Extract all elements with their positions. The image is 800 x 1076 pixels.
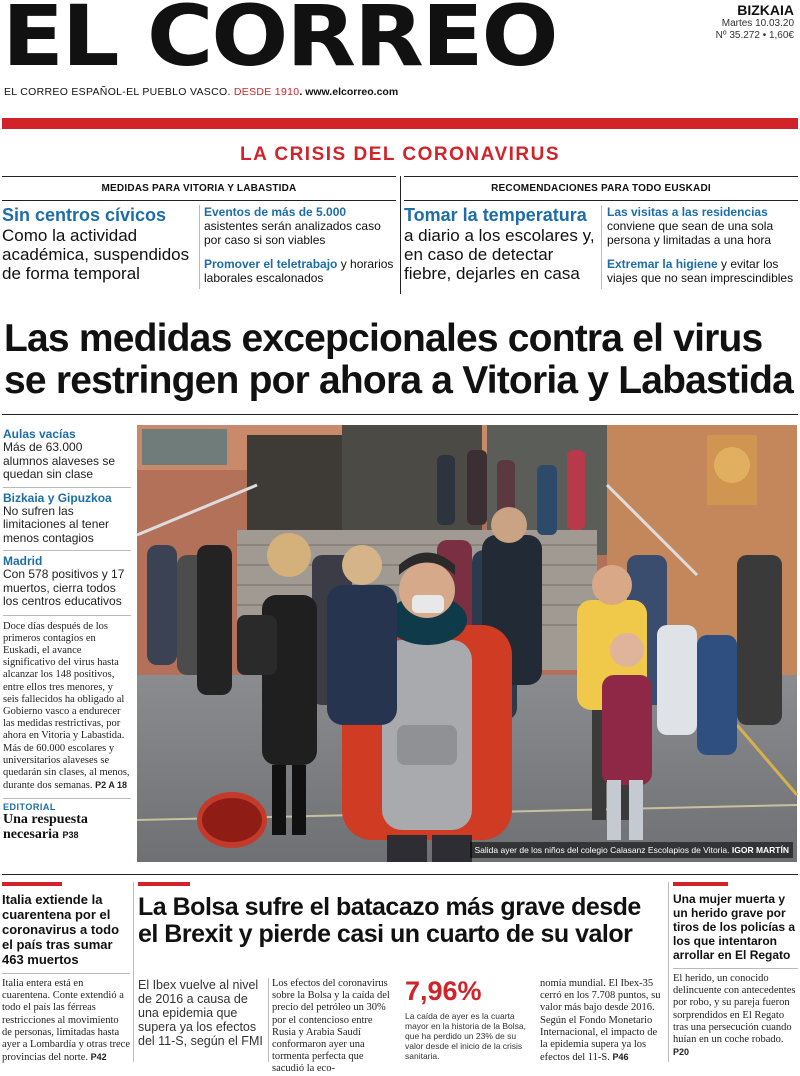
- tagline: [4, 86, 398, 98]
- story-regato-text: El herido, un conocido delincuente con antecedentes por robo, y su pareja fueron sorprendidos en El Regato tras una persecución cuando huían en un coche robado.: [673, 973, 796, 1046]
- photo-caption-text: Salida ayer de los niños del colegio Calasanz Escolapios de Vitoria.: [474, 845, 730, 855]
- bolsa-percent-text: La caída de ayer es la cuarta mayor en la historia de la Bolsa, que ha perdido un 23% de su valor desde el inicio de la crisis sanitaria.: [405, 1011, 526, 1061]
- issue-number-price: Nº 35.272 • 1,60€: [715, 30, 794, 41]
- story-regato-redbar: [673, 882, 728, 886]
- story-italia-text: Italia entera está en cuarentena. Conte extendió a todo el país las férreas restricciones al movimiento de personas, limitadas hasta ayer a Lombardía y otras trece provincias del norte.: [2, 978, 130, 1064]
- measure-events-title: Eventos de más de 5.000: [204, 205, 347, 219]
- sidebar-empty-classrooms-title: Aulas vacías: [3, 427, 76, 441]
- recommendations-box: [404, 176, 798, 294]
- measure-civic-centers-text: Como la actividad académica, suspendidos de forma temporal: [2, 226, 190, 283]
- story-bolsa[interactable]: [138, 882, 664, 948]
- story-italia-title: Italia extiende la cuarentena por el coronavirus a todo el país tras sumar 463 muertos: [2, 892, 120, 967]
- rec-visits-title: Las visitas a las residencias: [607, 205, 768, 219]
- editorial-label: EDITORIAL: [3, 802, 56, 813]
- rec-hygiene: [607, 257, 797, 285]
- bottom-rule: [2, 874, 798, 875]
- bolsa-percent: 7,96%: [405, 976, 482, 1006]
- rec-visits-text: conviene que sean de una sola persona y limitadas a una hora: [607, 219, 774, 247]
- rec-hygiene-text: y evitar los viajes que no sean imprescindibles: [607, 257, 794, 285]
- schoolyard-photo-illustration: [137, 425, 797, 862]
- divider: [601, 205, 602, 289]
- divider: [268, 978, 269, 1062]
- rec-temperature-text: a diario a los escolares y, en caso de detectar fiebre, dejarles en casa: [404, 226, 595, 283]
- story-bolsa-redbar: [138, 882, 190, 886]
- editorial-title[interactable]: [3, 812, 131, 843]
- rec-hygiene-title: Extremar la higiene: [607, 257, 718, 271]
- issue-date: Martes 10.03.20: [721, 18, 794, 29]
- section-banner: LA CRISIS DEL CORONAVIRUS: [239, 144, 561, 165]
- rec-temperature-title: Tomar la temperatura: [404, 205, 587, 225]
- measures-box-header: MEDIDAS PARA VITORIA Y LABASTIDA: [101, 183, 297, 194]
- measures-box: [2, 176, 396, 294]
- measure-telework-text: y horarios laborales escalonados: [204, 257, 394, 285]
- story-bolsa-lead: El Ibex vuelve al nivel de 2016 a causa de una epidemia que supera ya los efectos del 11-S, según el FMI: [138, 978, 263, 1048]
- story-bolsa-col4-text: nomía mundial. El Ibex-35 cerró en los 7.708 puntos, su valor más bajo desde 2016. Según el Fondo Monetario Internacional, el impacto de la epidemia supera ya los efectos del 11-S.: [540, 978, 661, 1064]
- lead-story-body: [3, 621, 131, 793]
- tagline-year: DESDE 1910: [233, 86, 300, 98]
- rec-temperature: [404, 205, 598, 283]
- measure-events: [204, 205, 394, 247]
- measure-events-text: asistentes serán analizados caso por caso si son viables: [204, 219, 381, 247]
- photo-credit: IGOR MARTÍN: [731, 845, 789, 855]
- story-italia-redbar: [2, 882, 62, 886]
- sidebar-empty-classrooms-text: Más de 63.000 alumnos alaveses se quedan sin clase: [3, 440, 116, 481]
- measure-telework: [204, 257, 394, 285]
- masthead-logo: EL CORREO: [2, 0, 557, 85]
- main-headline[interactable]: Las medidas excepcionales contra el virus se restringen por ahora a Vitoria y Labastida: [4, 317, 794, 402]
- masthead-red-rule: [2, 118, 798, 129]
- story-regato[interactable]: [673, 882, 798, 1059]
- lead-photo: [137, 425, 797, 862]
- story-regato-page-ref: P20: [673, 1047, 690, 1058]
- tagline-main: EL CORREO ESPAÑOL-EL PUEBLO VASCO.: [4, 86, 234, 98]
- box-divider: [400, 176, 401, 294]
- editorial-page-ref: P38: [62, 830, 79, 841]
- edition-label: BIZKAIA: [737, 2, 794, 18]
- measure-civic-centers-title: Sin centros cívicos: [2, 205, 167, 225]
- photo-caption: [470, 842, 793, 858]
- story-bolsa-page-ref: P46: [612, 1052, 629, 1063]
- tagline-url[interactable]: . www.elcorreo.com: [299, 86, 399, 98]
- lead-story-page-ref[interactable]: P2 A 18: [95, 780, 128, 791]
- divider: [133, 882, 134, 1062]
- sidebar: [3, 427, 131, 843]
- lead-story-text: Doce días después de los primeros contagios en Euskadi, el avance significativo del virus hasta alcanzar los 148 positivos, entre ellos tres menores, y seis fallecidos ha obligado al Gobierno vasco a endurecer las medidas restrictivas, por ahora en Vitoria y Labastida. Más de 60.000 escolares y universitarios alaveses se quedarán sin clases, al menos, durante dos semanas.: [3, 620, 130, 792]
- story-bolsa-col2: Los efectos del coronavirus sobre la Bolsa y la caída del precio del petróleo un 30% por el contencioso entre Rusia y Arabia Saudí conformaron ayer una tormenta perfecta que sacudió la eco-: [272, 978, 390, 1075]
- measure-telework-title: Promover el teletrabajo: [204, 257, 338, 271]
- sidebar-madrid-text: Con 578 positivos y 17 muertos, cierra todos los centros educativos: [3, 567, 125, 608]
- story-bolsa-stat: [405, 976, 533, 1061]
- recommendations-box-header: RECOMENDACIONES PARA TODO EUSKADI: [491, 183, 711, 194]
- divider: [668, 882, 669, 1062]
- editorial-title-text: Una respuesta necesaria: [3, 812, 88, 843]
- story-italia-body: [2, 978, 130, 1064]
- headline-rule: [2, 414, 798, 415]
- rec-visits: [607, 205, 797, 247]
- story-regato-title: Una mujer muerta y un herido grave por tiros de los policías a los que intentaron arrollar en El Regato: [673, 892, 796, 962]
- measure-civic-centers: [2, 205, 197, 283]
- divider: [199, 205, 200, 289]
- sidebar-bizkaia-title: Bizkaia y Gipuzkoa: [3, 490, 112, 505]
- sidebar-madrid-title: Madrid: [3, 554, 43, 568]
- story-italia-page-ref: P42: [90, 1052, 107, 1063]
- story-bolsa-col4: [540, 978, 666, 1064]
- story-regato-body: [673, 973, 798, 1059]
- story-italia[interactable]: [2, 882, 130, 1064]
- story-bolsa-title: La Bolsa sufre el batacazo más grave desde el Brexit y pierde casi un cuarto de su valor: [138, 893, 641, 948]
- sidebar-bizkaia-text: No sufren las limitaciones al tener menos contagios: [3, 503, 110, 545]
